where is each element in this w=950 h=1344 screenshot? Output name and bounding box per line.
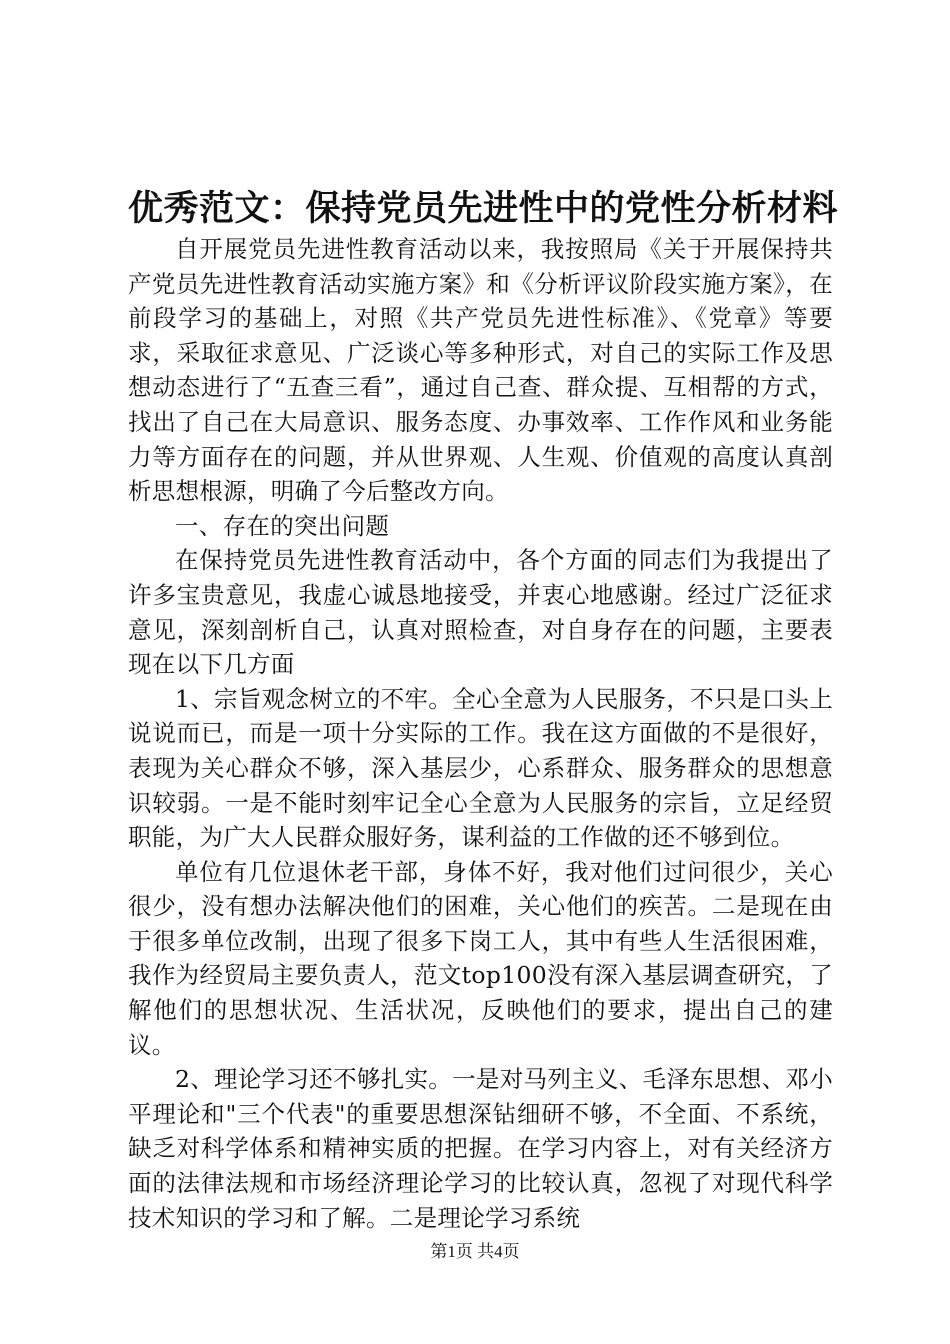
paragraph-problems-intro: 在保持党员先进性教育活动中，各个方面的同志们为我提出了许多宝贵意见，我虚心诚恳地接受，并衷心地感谢。经过广泛征求意见，深刻剖析自己，认真对照检查，对自身存在的问题，主要表现在以下几方面 — [128, 546, 833, 679]
paragraph-intro: 自开展党员先进性教育活动以来，我按照局《关于开展保持共产党员先进性教育活动实施方案》和《分析评议阶段实施方案》，在前段学习的基础上，对照《共产党员先进性标准》、《党章》等要求，采取征求意见、广泛谈心等多种形式，对自己的实际工作及思想动态进行了“五查三看”，通过自己查、群众提、互相帮的方式，找出了自己在大局意识、服务态度、办事效率、工作作风和业务能力等方面存在的问题，并从世界观、人生观、价值观的高度认真剖析思想根源，明确了今后整改方向。 — [128, 235, 833, 506]
paragraph-item-1-cont: 单位有几位退休老干部，身体不好，我对他们过问很少，关心很少，没有想办法解决他们的困难，关心他们的疾苦。二是现在由于很多单位改制，出现了很多下岗工人，其中有些人生活很困难，我作为经贸局主要负责人，范文top100没有深入基层调查研究，了解他们的思想状况、生活状况，反映他们的要求，提出自己的建议。 — [128, 857, 833, 1059]
section-heading: 一、存在的突出问题 — [175, 511, 390, 540]
document-title: 优秀范文：保持党员先进性中的党性分析材料 — [128, 188, 839, 229]
page-footer: 第1页 共4页 — [430, 1242, 520, 1261]
paragraph-item-1: 1、宗旨观念树立的不牢。全心全意为人民服务，不只是口头上说说而已，而是一项十分实际的工作。我在这方面做的不是很好，表现为关心群众不够，深入基层少，心系群众、服务群众的思想意识较弱。一是不能时刻牢记全心全意为人民服务的宗旨，立足经贸职能，为广大人民群众服好务，谋利益的工作做的还不够到位。 — [128, 684, 833, 852]
paragraph-item-2: 2、理论学习还不够扎实。一是对马列主义、毛泽东思想、邓小平理论和"三个代表"的重要思想深钻细研不够，不全面、不系统，缺乏对科学体系和精神实质的把握。在学习内容上，对有关经济方面的法律法规和市场经济理论学习的比较认真，忽视了对现代科学技术知识的学习和了解。二是理论学习系统 — [128, 1065, 833, 1232]
document-body — [128, 232, 833, 1235]
